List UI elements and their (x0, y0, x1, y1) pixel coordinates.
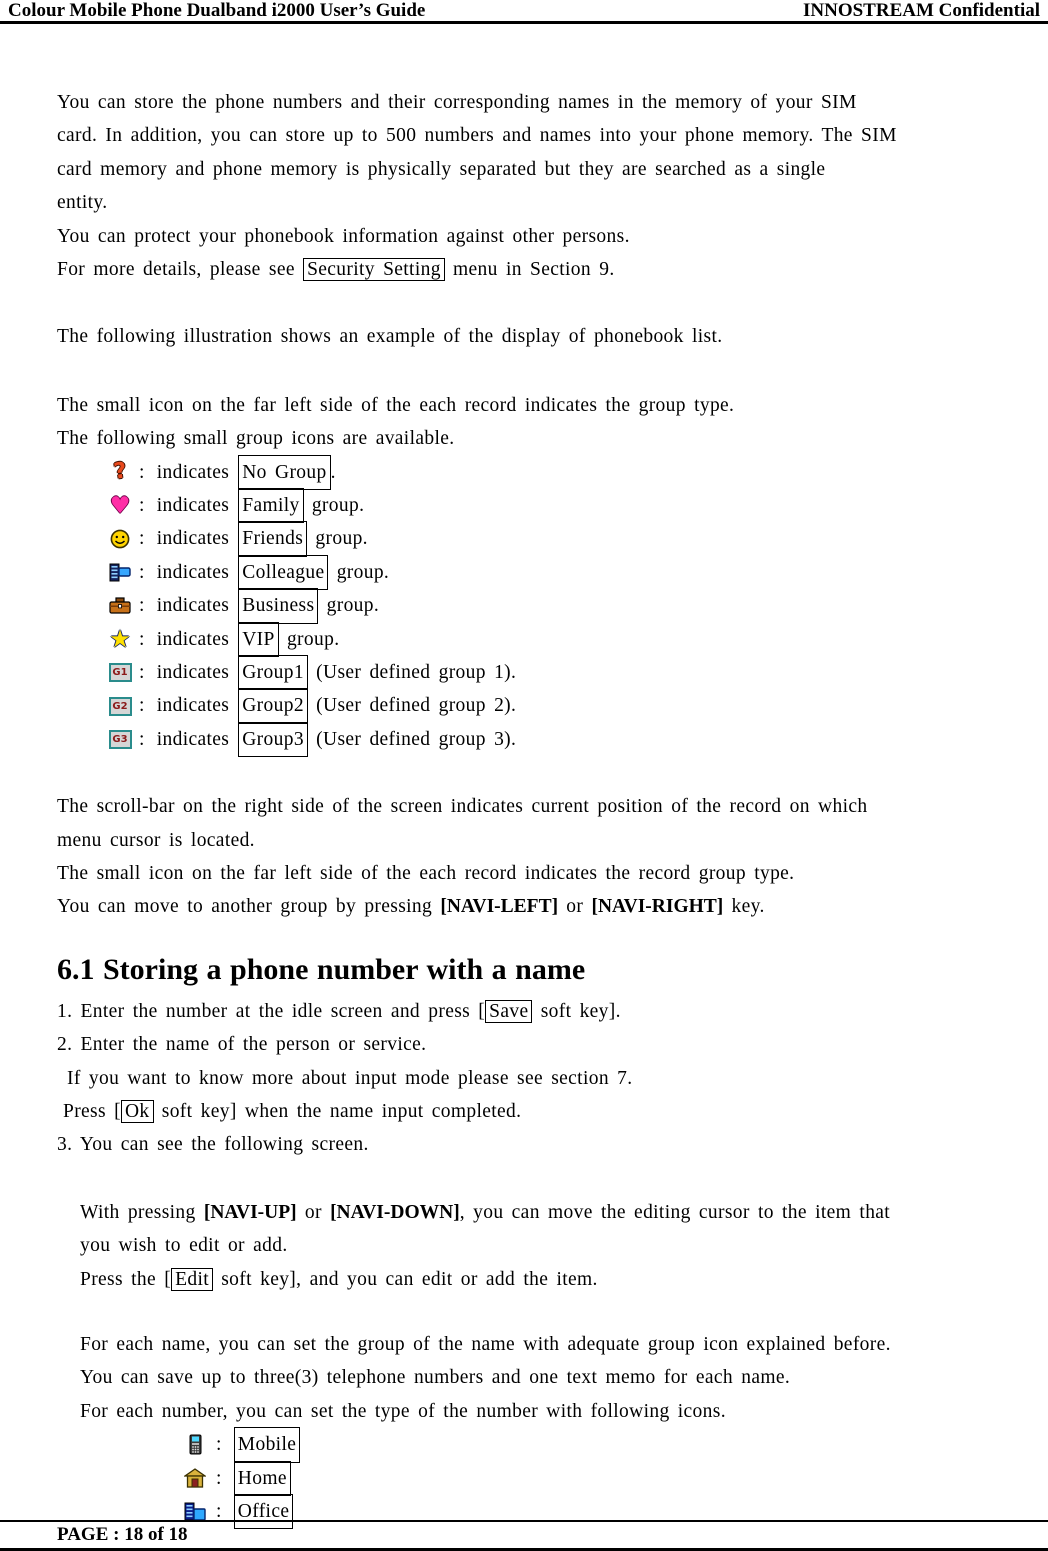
number-type-mobile (57, 1428, 1032, 1461)
navi-right-key: [NAVI-RIGHT] (591, 896, 724, 918)
colon: : (139, 728, 145, 750)
text-segment: (User defined group 3). (307, 728, 517, 750)
question-mark-icon: ? (111, 458, 128, 486)
number-type-box: Home (234, 1461, 291, 1496)
security-setting-line (57, 253, 1032, 286)
scrollbar-paragraph (57, 790, 1032, 924)
group-name-box: Friends (238, 521, 307, 556)
edit-softkey-line (80, 1263, 1032, 1296)
briefcase-icon (107, 597, 133, 615)
text-segment: soft key] when the name input completed. (153, 1101, 522, 1123)
colon: : (139, 528, 145, 550)
steps-list (57, 995, 1032, 1162)
text-segment: indicates (156, 695, 230, 717)
navi-up-key: [NAVI-UP] (203, 1201, 297, 1223)
text-segment: key. (723, 896, 765, 918)
text-line: entity. (57, 192, 108, 214)
text-line: The scroll-bar on the right side of the screen indicates current position of the record on which (57, 796, 868, 818)
group-row-group1 (57, 656, 1032, 689)
save-softkey-box: Save (485, 1000, 532, 1023)
colon: : (139, 695, 145, 717)
g2-badge-icon: G2 (107, 697, 133, 716)
colon: : (139, 461, 145, 483)
text-segment: or (558, 896, 592, 918)
group-name-box: No Group (238, 455, 330, 490)
security-setting-box: Security Setting (303, 258, 445, 281)
text-segment: indicates (156, 461, 230, 483)
colon: : (139, 561, 145, 583)
colon: : (216, 1501, 222, 1523)
text-segment: group. (328, 561, 390, 583)
g3-badge-icon: G3 (107, 730, 133, 749)
edit-softkey-box: Edit (171, 1268, 213, 1291)
colon: : (139, 495, 145, 517)
navi-updown-line (80, 1196, 1032, 1229)
page-body (0, 86, 1048, 1528)
text-line: The following small group icons are available. (57, 428, 455, 450)
page-footer (0, 1520, 1048, 1551)
group-row-vip (57, 623, 1032, 656)
group-intro (57, 389, 1032, 456)
text-segment: indicates (156, 495, 230, 517)
text-segment: indicates (156, 628, 230, 650)
group-name-box: Colleague (238, 555, 328, 590)
text-line: you wish to edit or add. (80, 1235, 288, 1257)
ok-softkey-box: Ok (121, 1100, 154, 1123)
group-row-family (57, 489, 1032, 522)
group-row-friends (57, 522, 1032, 555)
number-type-box: Office (234, 1494, 294, 1529)
text-segment: You can move to another group by pressing (57, 896, 441, 918)
text-segment: group. (307, 528, 368, 550)
text-segment: indicates (156, 662, 230, 683)
name-paragraph (57, 1328, 1032, 1428)
mobile-phone-icon (182, 1434, 208, 1455)
navi-move-line (57, 890, 1032, 923)
text-segment: With pressing (80, 1201, 204, 1223)
page-number: PAGE : 18 of 18 (57, 1524, 188, 1545)
text-segment: indicates (156, 561, 230, 583)
g1-badge-icon: G1 (107, 663, 133, 682)
text-segment: (User defined group 1). (307, 662, 517, 683)
text-line: For each number, you can set the type of the number with following icons. (80, 1400, 726, 1422)
colon: : (216, 1434, 222, 1456)
text-segment: 1. Enter the number at the idle screen and press [ (57, 1000, 486, 1022)
text-segment: . (330, 461, 336, 483)
text-line: card memory and phone memory is physically separated but they are searched as a single (57, 158, 826, 180)
group-row-business (57, 589, 1032, 622)
step-3: 3. You can see the following screen. (57, 1134, 369, 1156)
group-name-box: Group1 (238, 655, 308, 690)
group-name-box: Business (238, 588, 318, 623)
text-segment: indicates (156, 728, 230, 750)
navi-down-key: [NAVI-DOWN] (330, 1201, 460, 1223)
step-2a: If you want to know more about input mode please see section 7. (67, 1067, 633, 1089)
text-segment: indicates (156, 595, 230, 617)
illustration-line: The following illustration shows an example of the display of phonebook list. (57, 326, 723, 348)
group-row-colleague (57, 556, 1032, 589)
group-name-box: Family (238, 488, 303, 523)
text-segment: group. (303, 495, 365, 517)
section-heading: 6.1 Storing a phone number with a name (57, 952, 586, 986)
edit-paragraph (57, 1196, 1032, 1296)
text-line: You can store the phone numbers and their corresponding names in the memory of your SIM (57, 92, 857, 113)
text-segment: Press [ (63, 1101, 121, 1123)
group-name-box: Group2 (238, 688, 308, 723)
text-segment: group. (318, 595, 380, 617)
group-row-group3 (57, 723, 1032, 756)
star-icon: ★ (109, 625, 131, 654)
number-type-box: Mobile (234, 1427, 300, 1462)
colon: : (139, 628, 145, 650)
colon: : (216, 1467, 222, 1489)
text-segment: , you can move the editing cursor to the item that (459, 1201, 891, 1223)
text-segment: soft key], and you can edit or add the item. (213, 1268, 598, 1290)
text-line: For each name, you can set the group of the name with adequate group icon explained before. (80, 1334, 891, 1356)
navi-left-key: [NAVI-LEFT] (440, 896, 559, 918)
text-line: The small icon on the far left side of the each record indicates the record group type. (57, 862, 795, 884)
colon: : (139, 595, 145, 617)
group-row-no-group (57, 456, 1032, 489)
step-2: 2. Enter the name of the person or service. (57, 1034, 427, 1056)
page-header (0, 0, 1048, 24)
text-line: You can save up to three(3) telephone numbers and one text memo for each name. (80, 1367, 791, 1389)
number-type-list (57, 1428, 1032, 1528)
text-line: menu cursor is located. (57, 829, 255, 851)
text-line: You can protect your phonebook information against other persons. (57, 225, 630, 247)
smiley-icon (107, 529, 133, 549)
colleague-icon (107, 563, 133, 582)
colon: : (139, 662, 145, 683)
header-confidential: INNOSTREAM Confidential (803, 0, 1040, 21)
text-segment: For more details, please see (57, 259, 304, 281)
group-row-group2 (57, 689, 1032, 722)
text-segment: soft key]. (532, 1000, 621, 1022)
office-icon (182, 1502, 208, 1521)
group-name-box: VIP (238, 622, 278, 657)
text-line: The small icon on the far left side of the each record indicates the group type. (57, 394, 735, 416)
text-line: card. In addition, you can store up to 500 numbers and names into your phone memory. The SIM (57, 125, 897, 147)
group-icon-list (57, 456, 1032, 757)
number-type-home (57, 1462, 1032, 1495)
group-name-box: Group3 (238, 722, 308, 757)
text-segment: menu in Section 9. (444, 259, 615, 281)
step-1 (57, 995, 1032, 1028)
text-segment: (User defined group 2). (307, 695, 517, 717)
step-2b (57, 1095, 1032, 1128)
text-segment: Press the [ (80, 1268, 172, 1290)
home-icon (182, 1468, 208, 1488)
intro-paragraph (57, 86, 1032, 286)
heart-icon: ♥ (109, 492, 131, 519)
text-segment: or (296, 1201, 331, 1223)
header-title: Colour Mobile Phone Dualband i2000 User’s Guide (8, 0, 426, 21)
text-segment: indicates (156, 528, 230, 550)
text-segment: group. (278, 628, 340, 650)
